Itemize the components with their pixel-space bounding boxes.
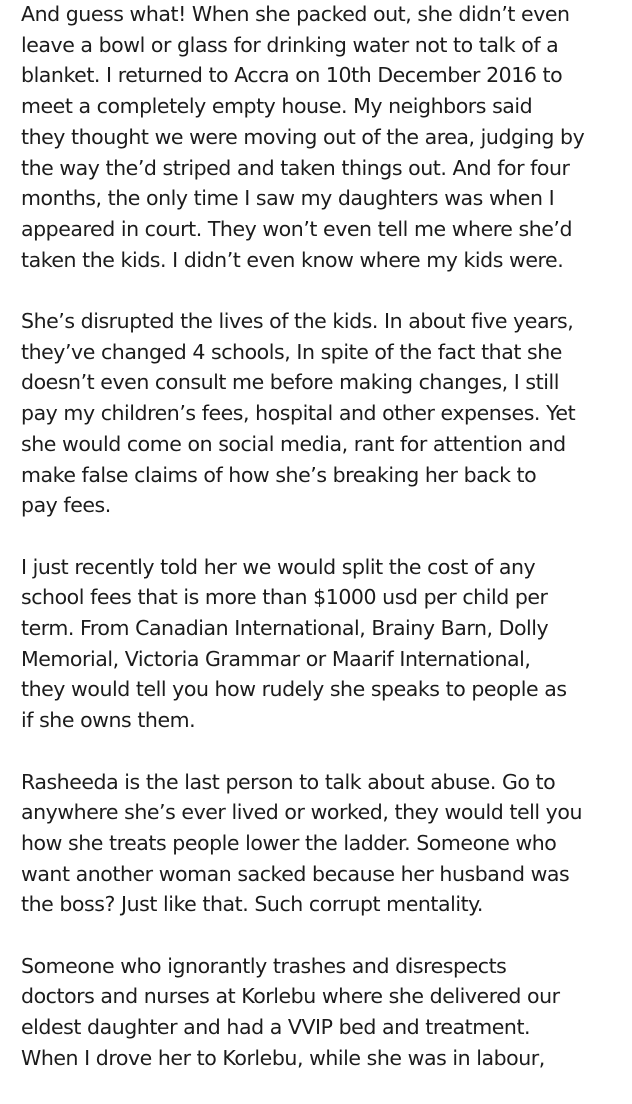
paragraph-abuse: Rasheeda is the last person to talk about abuse. Go to anywhere she’s ever lived or worked, they would tell you how she treats people lower the ladder. Someone who want another woman sacked because her husband was the boss? Just like that. Such corrupt mentality. bbox=[21, 769, 582, 917]
paragraph-empty-house: And guess what! When she packed out, she didn’t even leave a bowl or glass for drinking water not to talk of a blanket. I returned to Accra on 10th December 2016 to meet a completely empty house. My neighbors said they thought we were moving out of the area, judging by the way the’d striped and taken things out. And for four months, the only time I saw my daughters was when I appeared in court. They won’t even tell me where she’d taken the kids. I didn’t even know where my kids were. bbox=[21, 2, 585, 272]
paragraph-school-fees: I just recently told her we would split the cost of any school fees that is more than $1000 usd per child per term. From Canadian International, Brainy Barn, Dolly Memorial, Victoria Grammar or Maarif International, they would tell you how rudely she speaks to people as if she owns them. bbox=[21, 554, 567, 733]
paragraph-korlebu: Someone who ignorantly trashes and disrespects doctors and nurses at Korlebu where she delivered our eldest daughter and had a VVIP bed and treatment. When I drove her to Korlebu, while she was in labour, bbox=[21, 953, 560, 1070]
post-body bbox=[21, 0, 621, 1104]
paragraph-school-changes: She’s disrupted the lives of the kids. In about five years, they’ve changed 4 schools, In spite of the fact that she doesn’t even consult me before making changes, I still pay my children’s fees, hospital and other expenses. Yet she would come on social media, rant for attention and make false claims of how she’s breaking her back to pay fees. bbox=[21, 309, 576, 518]
